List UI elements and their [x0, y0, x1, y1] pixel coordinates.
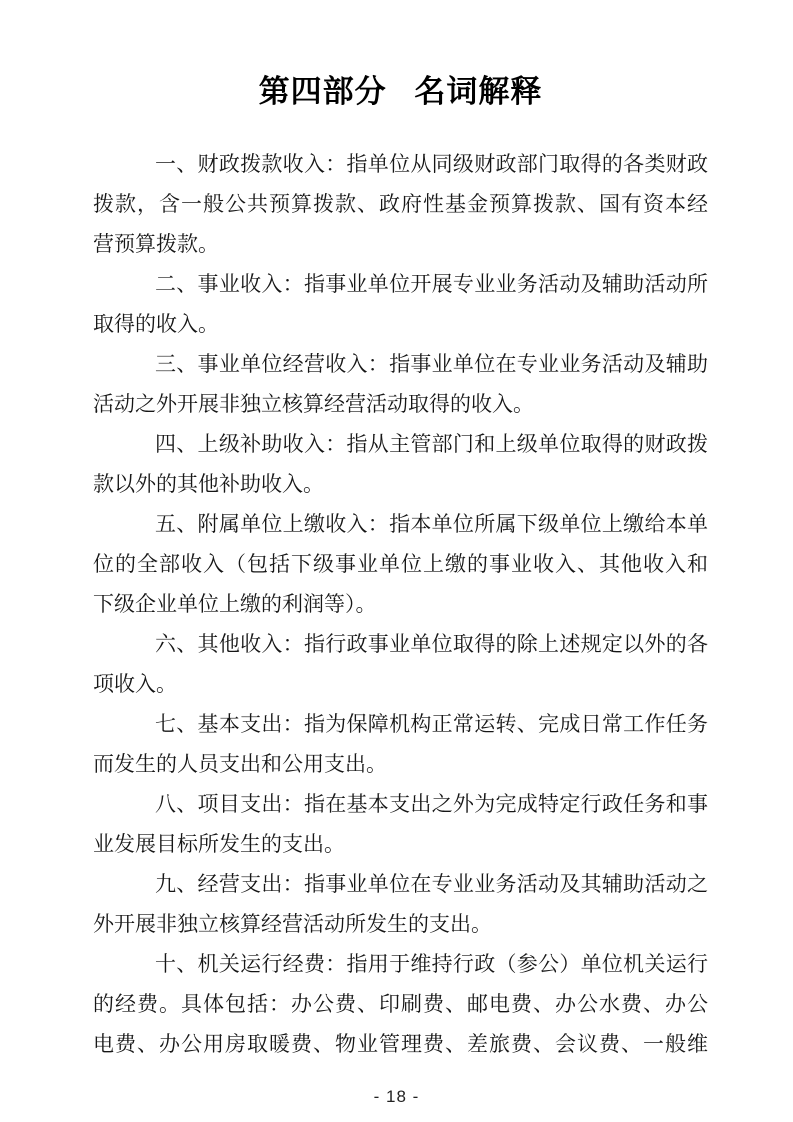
glossary-item-1 [93, 144, 708, 264]
glossary-line: 二、事业收入：指事业单位开展专业业务活动及辅助活动所 [155, 272, 708, 296]
glossary-line: 业发展目标所发生的支出。 [93, 832, 345, 856]
glossary-item-6 [93, 624, 708, 704]
glossary-line: 取得的收入。 [93, 312, 219, 336]
glossary-item-10 [93, 944, 708, 1064]
glossary-line: 六、其他收入：指行政事业单位取得的除上述规定以外的各 [155, 632, 708, 656]
glossary-line: 款以外的其他补助收入。 [93, 472, 324, 496]
glossary-line: 一、财政拨款收入：指单位从同级财政部门取得的各类财政 [155, 152, 708, 176]
glossary-line: 电费、办公用房取暖费、物业管理费、差旅费、会议费、一般维 [93, 1032, 708, 1056]
glossary-line: 五、附属单位上缴收入：指本单位所属下级单位上缴给本单 [155, 512, 708, 536]
glossary-line: 三、事业单位经营收入：指事业单位在专业业务活动及辅助 [155, 352, 708, 376]
glossary-line: 而发生的人员支出和公用支出。 [93, 752, 387, 776]
glossary-line: 外开展非独立核算经营活动所发生的支出。 [93, 912, 492, 936]
glossary-line: 营预算拨款。 [93, 232, 219, 256]
glossary-line: 七、基本支出：指为保障机构正常运转、完成日常工作任务 [155, 712, 708, 736]
glossary-item-7 [93, 704, 708, 784]
glossary-line: 十、机关运行经费：指用于维持行政（参公）单位机关运行 [155, 952, 708, 976]
glossary-line: 的经费。具体包括：办公费、印刷费、邮电费、办公水费、办公 [93, 992, 708, 1016]
glossary-line: 活动之外开展非独立核算经营活动取得的收入。 [93, 392, 534, 416]
glossary-line: 拨款，含一般公共预算拨款、政府性基金预算拨款、国有资本经 [93, 192, 708, 216]
glossary-item-2 [93, 264, 708, 344]
glossary-line: 下级企业单位上缴的利润等）。 [93, 592, 377, 616]
glossary-line: 四、上级补助收入：指从主管部门和上级单位取得的财政拨 [155, 432, 708, 456]
section-title: 第四部分 名词解释 [258, 74, 543, 110]
glossary-item-4 [93, 424, 708, 504]
glossary-item-3 [93, 344, 708, 424]
glossary-line: 项收入。 [93, 672, 177, 696]
glossary-item-5 [93, 504, 708, 624]
glossary-item-8 [93, 784, 708, 864]
glossary-line: 八、项目支出：指在基本支出之外为完成特定行政任务和事 [155, 792, 708, 816]
document-body [93, 144, 708, 1064]
glossary-line: 九、经营支出：指事业单位在专业业务活动及其辅助活动之 [155, 872, 708, 896]
glossary-line: 位的全部收入（包括下级事业单位上缴的事业收入、其他收入和 [93, 552, 708, 576]
glossary-item-9 [93, 864, 708, 944]
page-number: - 18 - [373, 1087, 420, 1106]
